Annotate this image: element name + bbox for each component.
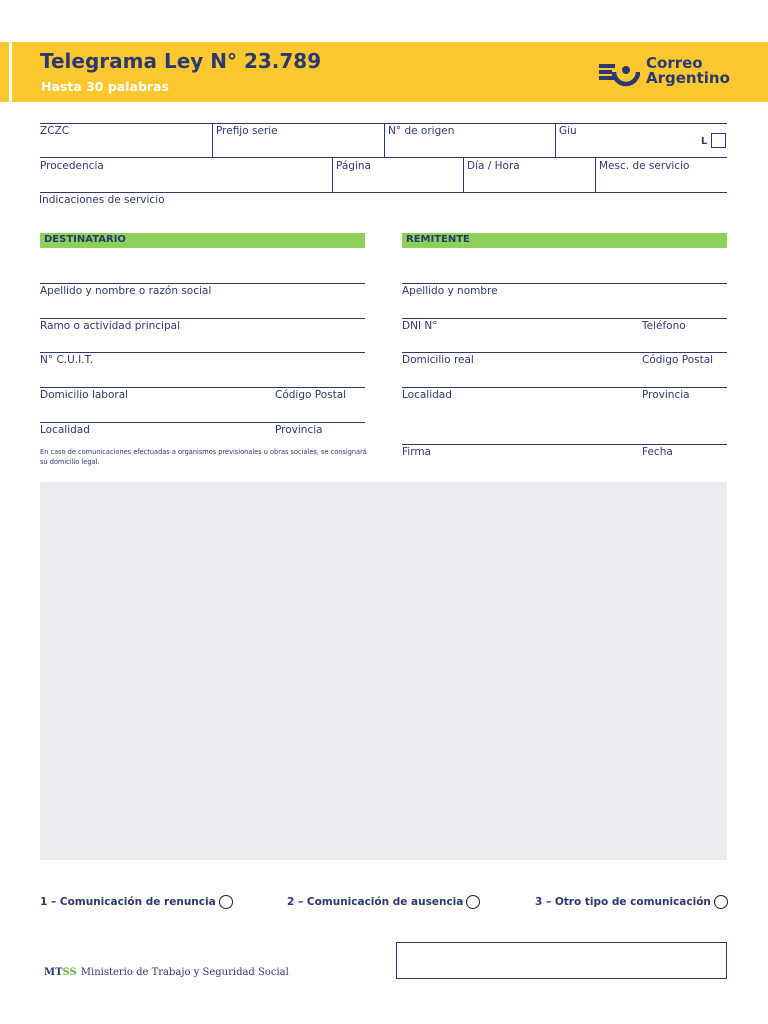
form-subtitle: Hasta 30 palabras xyxy=(41,79,169,94)
grid-line-row1 xyxy=(40,157,727,158)
grid-divider xyxy=(384,123,385,157)
destinatario-legal-note: En caso de comunicaciones efectuadas a organismos previsionales u obras sociales, se consignará su domicilio legal. xyxy=(40,448,367,466)
field-giu[interactable]: Giu xyxy=(559,125,577,137)
mtss-logo: MTSS xyxy=(44,967,77,978)
dest-codigo-postal-field[interactable]: Código Postal xyxy=(275,389,347,401)
correo-argentino-logo xyxy=(598,54,738,90)
field-dia-hora[interactable]: Día / Hora xyxy=(467,160,520,172)
rem-localidad-field[interactable]: Localidad xyxy=(402,389,452,401)
input-line xyxy=(402,444,727,445)
option-renuncia-radio[interactable] xyxy=(219,895,233,909)
destinatario-heading: DESTINATARIO xyxy=(44,234,126,245)
grid-divider xyxy=(555,123,556,157)
input-line xyxy=(402,352,727,353)
option-renuncia[interactable] xyxy=(40,895,233,909)
field-zczc[interactable]: ZCZC xyxy=(40,125,70,137)
form-title: Telegrama Ley N° 23.789 xyxy=(40,49,322,73)
logo-text-correo: Correo xyxy=(646,54,703,72)
field-procedencia[interactable]: Procedencia xyxy=(40,160,104,172)
dest-cuit-field[interactable]: N° C.U.I.T. xyxy=(40,354,94,366)
field-indicaciones-servicio[interactable]: Indicaciones de servicio xyxy=(39,194,165,206)
rem-telefono-field[interactable]: Teléfono xyxy=(642,320,686,332)
field-numero-origen[interactable]: N° de origen xyxy=(388,125,455,137)
input-line xyxy=(40,387,365,388)
grid-divider xyxy=(212,123,213,157)
remitente-heading-bar xyxy=(402,233,727,248)
option-renuncia-label: 1 – Comunicación de renuncia xyxy=(40,896,216,908)
field-mesc-servicio[interactable]: Mesc. de servicio xyxy=(599,160,690,172)
logo-text-argentino: Argentino xyxy=(646,69,730,87)
dest-ramo-field[interactable]: Ramo o actividad principal xyxy=(40,320,180,332)
option-ausencia-radio[interactable] xyxy=(466,895,480,909)
option-otro-tipo[interactable] xyxy=(535,895,728,909)
stamp-box[interactable] xyxy=(396,942,727,979)
mtss-footer xyxy=(44,967,289,978)
rem-fecha-field[interactable]: Fecha xyxy=(642,446,673,458)
field-pagina[interactable]: Página xyxy=(336,160,371,172)
header-left-tab xyxy=(0,42,12,102)
input-line xyxy=(40,352,365,353)
field-prefijo-serie[interactable]: Prefijo serie xyxy=(216,125,278,137)
rem-domicilio-real-field[interactable]: Domicilio real xyxy=(402,354,474,366)
l-checkbox-label: L xyxy=(701,136,708,147)
input-line xyxy=(402,387,727,388)
remitente-heading: REMITENTE xyxy=(406,234,470,245)
destinatario-heading-bar xyxy=(40,233,365,248)
dest-apellido-nombre-field[interactable]: Apellido y nombre o razón social xyxy=(40,285,212,297)
input-line xyxy=(402,283,727,284)
ministry-name: Ministerio de Trabajo y Seguridad Social xyxy=(80,967,289,978)
rem-dni-field[interactable]: DNI N° xyxy=(402,320,438,332)
option-ausencia[interactable] xyxy=(287,895,480,909)
rem-firma-field[interactable]: Firma xyxy=(402,446,431,458)
dest-localidad-field[interactable]: Localidad xyxy=(40,424,90,436)
option-ausencia-label: 2 – Comunicación de ausencia xyxy=(287,896,464,908)
dest-provincia-field[interactable]: Provincia xyxy=(275,424,323,436)
grid-divider xyxy=(595,157,596,192)
input-line xyxy=(40,422,365,423)
l-checkbox[interactable] xyxy=(711,133,726,148)
input-line xyxy=(402,318,727,319)
grid-line-row2 xyxy=(40,192,727,193)
grid-divider xyxy=(463,157,464,192)
input-line xyxy=(40,283,365,284)
option-otro-tipo-radio[interactable] xyxy=(714,895,728,909)
header-banner xyxy=(0,42,768,102)
rem-apellido-nombre-field[interactable]: Apellido y nombre xyxy=(402,285,498,297)
option-otro-tipo-label: 3 – Otro tipo de comunicación xyxy=(535,896,711,908)
grid-divider xyxy=(332,157,333,192)
dest-domicilio-laboral-field[interactable]: Domicilio laboral xyxy=(40,389,129,401)
correo-argentino-logo-icon xyxy=(598,57,640,87)
input-line xyxy=(40,318,365,319)
rem-codigo-postal-field[interactable]: Código Postal xyxy=(642,354,714,366)
rem-provincia-field[interactable]: Provincia xyxy=(642,389,690,401)
telegram-message-area[interactable] xyxy=(40,482,727,860)
